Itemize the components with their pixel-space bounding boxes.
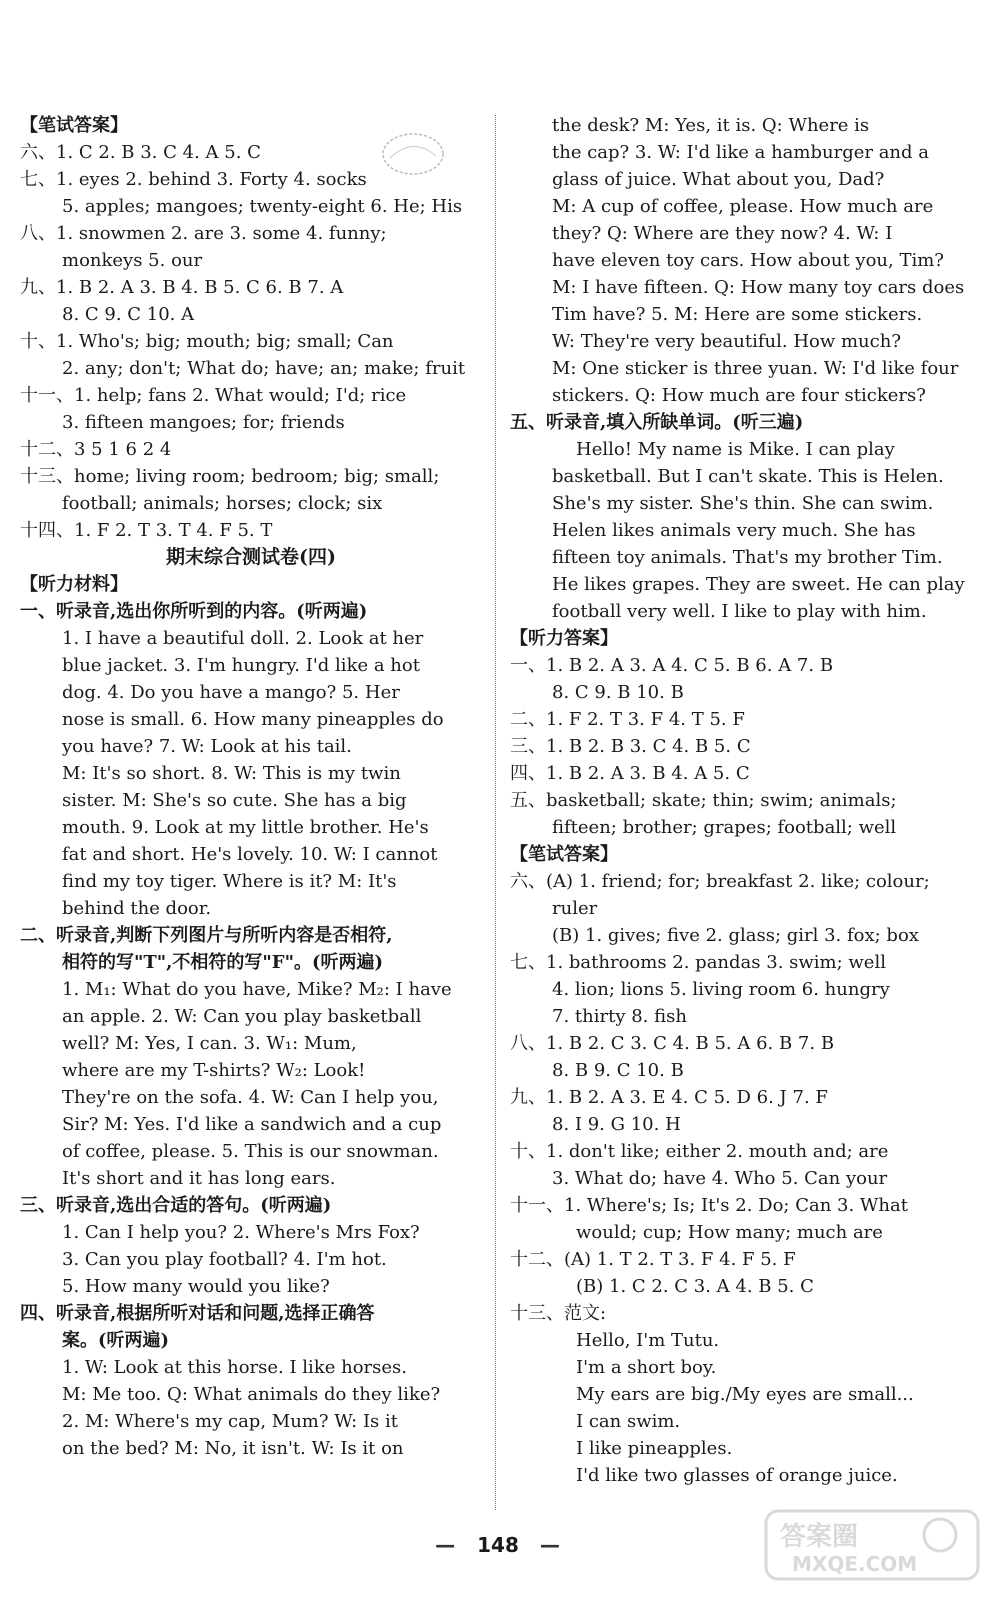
left-column-line: 3. Can you play football? 4. I'm hot. (62, 1249, 387, 1270)
right-column-line: 十一、1. Where's; Is; It's 2. Do; Can 3. What (510, 1195, 908, 1216)
left-column-line: 【笔试答案】 (20, 115, 128, 136)
right-column-line: Helen likes animals very much. She has (552, 520, 916, 541)
left-column-line: 5. apples; mangoes; twenty-eight 6. He; His (62, 196, 463, 217)
left-column-line: 1. W: Look at this horse. I like horses. (62, 1357, 407, 1378)
left-column-line: 一、听录音,选出你所听到的内容。(听两遍) (20, 601, 368, 622)
right-column-line: ruler (552, 898, 598, 919)
left-column-line: 四、听录音,根据所听对话和问题,选择正确答 (20, 1303, 375, 1324)
left-column-line: fat and short. He's lovely. 10. W: I cannot (62, 844, 438, 865)
right-column-line: basketball. But I can't skate. This is Helen. (552, 466, 944, 487)
left-column-line: football; animals; horses; clock; six (62, 493, 383, 514)
right-column-line: 五、basketball; skate; thin; swim; animals; (510, 790, 897, 811)
right-column-line: stickers. Q: How much are four stickers? (552, 385, 926, 406)
left-column-line: 十二、3 5 1 6 2 4 (20, 439, 172, 460)
page-number-value: 148 (477, 1533, 519, 1557)
page-number-dash-left: — (435, 1533, 457, 1557)
right-column-line: they? Q: Where are they now? 4. W: I (552, 223, 893, 244)
right-column-line: He likes grapes. They are sweet. He can play (552, 574, 965, 595)
right-column-line: (B) 1. gives; five 2. glass; girl 3. fox; box (552, 925, 919, 946)
left-column-line: 2. M: Where's my cap, Mum? W: Is it (62, 1411, 399, 1432)
right-column-line: I like pineapples. (576, 1438, 733, 1459)
left-column (20, 112, 482, 1462)
right-column-line: 十二、(A) 1. T 2. T 3. F 4. F 5. F (510, 1249, 796, 1270)
left-column-line: behind the door. (62, 898, 212, 919)
right-column-line: the cap? 3. W: I'd like a hamburger and a (552, 142, 929, 163)
left-column-line: Sir? M: Yes. I'd like a sandwich and a cup (62, 1114, 442, 1135)
right-column-line: 3. What do; have 4. Who 5. Can your (552, 1168, 888, 1189)
left-column-line: 十、1. Who's; big; mouth; big; small; Can (20, 331, 394, 352)
right-column-line: M: A cup of coffee, please. How much are (552, 196, 934, 217)
left-column-line: 十一、1. help; fans 2. What would; I'd; rice (20, 385, 407, 406)
right-column-line: 十、1. don't like; either 2. mouth and; are (510, 1141, 889, 1162)
left-column-line: 相符的写"T",不相符的写"F"。(听两遍) (62, 952, 383, 973)
svg-text:答案圈: 答案圈 (780, 1522, 859, 1552)
stamp-mark-icon (378, 128, 448, 180)
svg-text:MXQE.COM: MXQE.COM (792, 1552, 918, 1576)
left-column-line: 九、1. B 2. A 3. B 4. B 5. C 6. B 7. A (20, 277, 344, 298)
right-column-line: fifteen; brother; grapes; football; well (552, 817, 897, 838)
left-column-line: 案。(听两遍) (62, 1330, 170, 1351)
right-column-line: She's my sister. She's thin. She can swim. (552, 493, 934, 514)
left-column-line: sister. M: She's so cute. She has a big (62, 790, 407, 811)
left-column-line: find my toy tiger. Where is it? M: It's (62, 871, 397, 892)
left-column-line: nose is small. 6. How many pineapples do (62, 709, 444, 730)
right-column-line: M: One sticker is three yuan. W: I'd like four (552, 358, 959, 379)
left-column-line: dog. 4. Do you have a mango? 5. Her (62, 682, 400, 703)
left-column-line: 三、听录音,选出合适的答句。(听两遍) (20, 1195, 332, 1216)
right-column-line: fifteen toy animals. That's my brother Tim. (552, 547, 943, 568)
left-column-line: monkeys 5. our (62, 250, 203, 271)
right-column-line: would; cup; How many; much are (576, 1222, 883, 1243)
right-column-line: (B) 1. C 2. C 3. A 4. B 5. C (576, 1276, 814, 1297)
right-column-line: 八、1. B 2. C 3. C 4. B 5. A 6. B 7. B (510, 1033, 835, 1054)
left-column-line: an apple. 2. W: Can you play basketball (62, 1006, 422, 1027)
right-column-line: 8. C 9. B 10. B (552, 682, 684, 703)
right-column-line: 4. lion; lions 5. living room 6. hungry (552, 979, 890, 1000)
right-column-line: 六、(A) 1. friend; for; breakfast 2. like; colour; (510, 871, 930, 892)
right-column-line: 九、1. B 2. A 3. E 4. C 5. D 6. J 7. F (510, 1087, 828, 1108)
right-column-line: 十三、范文: (510, 1303, 607, 1324)
left-column-line: on the bed? M: No, it isn't. W: Is it on (62, 1438, 404, 1459)
left-column-line: 1. Can I help you? 2. Where's Mrs Fox? (62, 1222, 420, 1243)
left-column-line: 2. any; don't; What do; have; an; make; fruit (62, 358, 466, 379)
left-column-line: 期末综合测试卷(四) (166, 546, 336, 568)
left-column-line: 七、1. eyes 2. behind 3. Forty 4. socks (20, 169, 367, 190)
left-column-line: you have? 7. W: Look at his tail. (62, 736, 352, 757)
left-column-line: 3. fifteen mangoes; for; friends (62, 412, 345, 433)
right-column-line: I can swim. (576, 1411, 681, 1432)
right-column-line: W: They're very beautiful. How much? (552, 331, 901, 352)
right-column-line: 一、1. B 2. A 3. A 4. C 5. B 6. A 7. B (510, 655, 834, 676)
right-column-line: My ears are big./My eyes are small... (576, 1384, 914, 1405)
left-column-line: of coffee, please. 5. This is our snowman. (62, 1141, 439, 1162)
right-column-line: 二、1. F 2. T 3. F 4. T 5. F (510, 709, 745, 730)
right-column-line: 8. I 9. G 10. H (552, 1114, 681, 1135)
left-column-line: where are my T-shirts? W₂: Look! (62, 1060, 366, 1081)
watermark-logo (762, 1505, 982, 1585)
right-column-line: Tim have? 5. M: Here are some stickers. (552, 304, 923, 325)
left-column-line: 5. How many would you like? (62, 1276, 330, 1297)
right-column-line: I'm a short boy. (576, 1357, 717, 1378)
right-column-line: glass of juice. What about you, Dad? (552, 169, 885, 190)
right-column-line: Hello! My name is Mike. I can play (576, 439, 895, 460)
right-column-line: 五、听录音,填入所缺单词。(听三遍) (510, 412, 804, 433)
right-column (510, 112, 976, 1489)
left-column-line: 六、1. C 2. B 3. C 4. A 5. C (20, 142, 261, 163)
left-column-line: 十三、home; living room; bedroom; big; small; (20, 466, 440, 487)
right-column-line: 七、1. bathrooms 2. pandas 3. swim; well (510, 952, 886, 973)
page-number-dash-right: — (539, 1533, 561, 1557)
left-column-line: M: It's so short. 8. W: This is my twin (62, 763, 401, 784)
right-column-line: football very well. I like to play with him. (552, 601, 927, 622)
right-column-line: 【笔试答案】 (510, 844, 618, 865)
right-column-line: Hello, I'm Tutu. (576, 1330, 720, 1351)
right-column-line: 8. B 9. C 10. B (552, 1060, 684, 1081)
right-column-line: have eleven toy cars. How about you, Tim? (552, 250, 944, 271)
left-column-line: 八、1. snowmen 2. are 3. some 4. funny; (20, 223, 387, 244)
right-column-line: 7. thirty 8. fish (552, 1006, 687, 1027)
left-column-line: 【听力材料】 (20, 574, 128, 595)
left-column-line: blue jacket. 3. I'm hungry. I'd like a hot (62, 655, 420, 676)
left-column-line: It's short and it has long ears. (62, 1168, 336, 1189)
right-column-line: 四、1. B 2. A 3. B 4. A 5. C (510, 763, 750, 784)
right-column-line: 三、1. B 2. B 3. C 4. B 5. C (510, 736, 751, 757)
left-column-line: mouth. 9. Look at my little brother. He's (62, 817, 429, 838)
right-column-line: I'd like two glasses of orange juice. (576, 1465, 898, 1486)
right-column-line: the desk? M: Yes, it is. Q: Where is (552, 115, 870, 136)
left-column-line: 1. M₁: What do you have, Mike? M₂: I have (62, 979, 452, 1000)
left-column-line: M: Me too. Q: What animals do they like? (62, 1384, 441, 1405)
left-column-line: They're on the sofa. 4. W: Can I help you, (62, 1087, 439, 1108)
right-column-line: M: I have fifteen. Q: How many toy cars does (552, 277, 965, 298)
left-column-line: 1. I have a beautiful doll. 2. Look at her (62, 628, 424, 649)
left-column-line: well? M: Yes, I can. 3. W₁: Mum, (62, 1033, 357, 1054)
left-column-line: 二、听录音,判断下列图片与所听内容是否相符, (20, 925, 393, 946)
left-column-line: 十四、1. F 2. T 3. T 4. F 5. T (20, 520, 273, 541)
column-divider (495, 115, 496, 1510)
left-column-line: 8. C 9. C 10. A (62, 304, 195, 325)
right-column-line: 【听力答案】 (510, 628, 618, 649)
